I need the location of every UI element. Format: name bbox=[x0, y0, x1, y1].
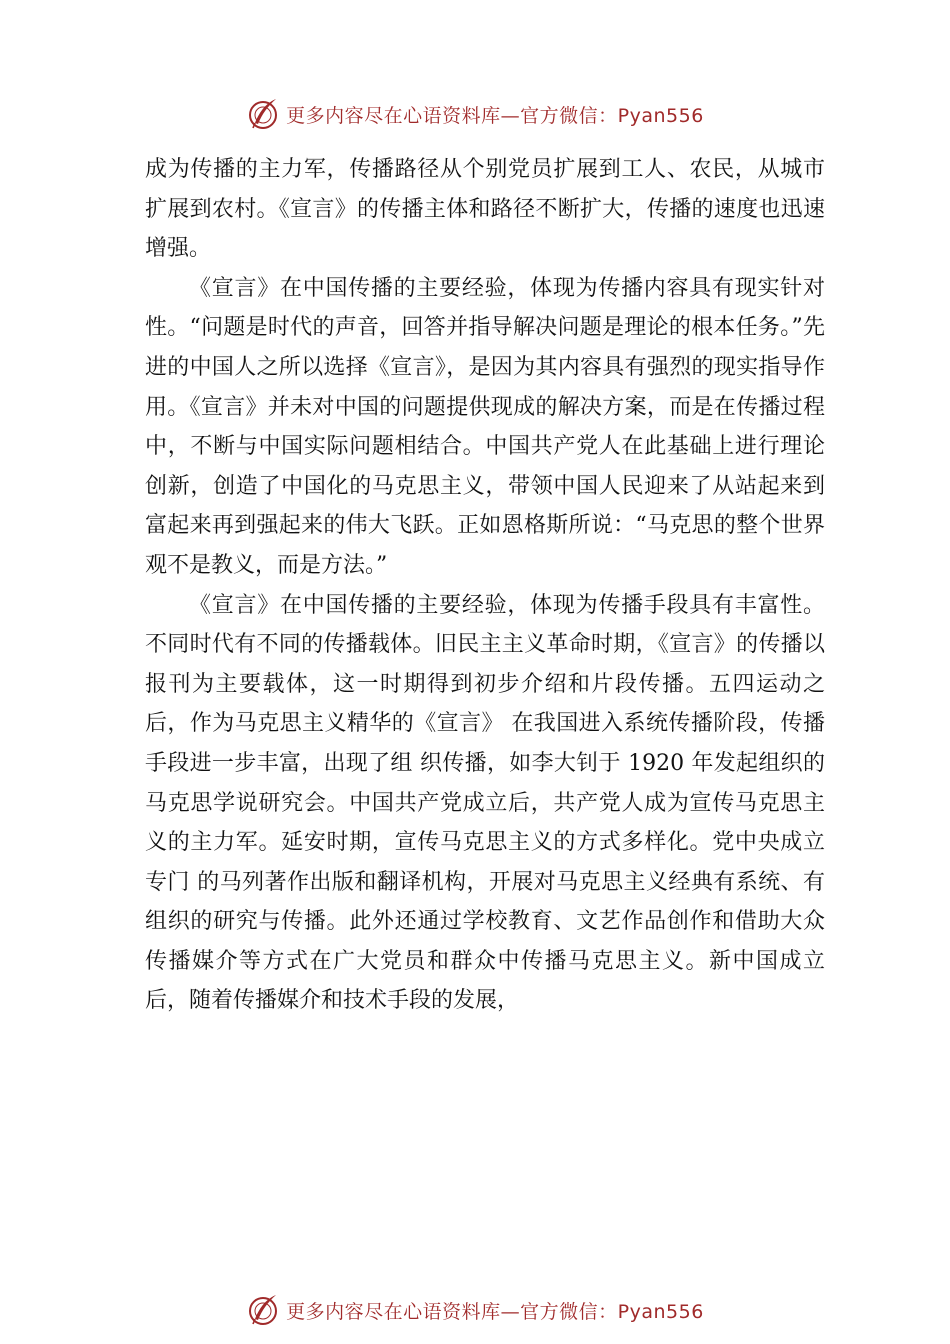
header-banner bbox=[0, 94, 950, 134]
banner-wechat-id: Pyan556 bbox=[617, 104, 704, 127]
banner-site-text: 更多内容尽在心语资料库—官方微信：Pyan556 bbox=[286, 104, 704, 127]
footer-banner bbox=[0, 1290, 950, 1330]
paragraph-2: 《宣言》在中国传播的主要经验，体现为传播内容具有现实针对性。“问题是时代的声音，回答并指导解决问题是理论的根本任务。”先进的中国人之所以选择《宣言》，是因为其内容具有强烈的现实指导作用。《宣言》并未对中国的问题提供现成的解决方案，而是在传播过程中，不断与中国实际问题相结合。中国共产党人在此基础上进行理论创新，创造了中国化的马克思主义，带领中国人民迎来了从站起来到富起来再到强起来的伟大飞跃。正如恩格斯所说：“马克思的整个世界观不是教义，而是方法。” bbox=[145, 275, 825, 578]
banner-site-text: 更多内容尽在心语资料库—官方微信：Pyan556 bbox=[286, 1300, 704, 1323]
paragraph-1: 成为传播的主力军，传播路径从个别党员扩展到工人、农民，从城市扩展到农村。《宣言》的传播主体和路径不断扩大，传播的速度也迅速增强。 bbox=[145, 157, 825, 262]
banner-wechat-id: Pyan556 bbox=[617, 1300, 704, 1323]
quill-logo-icon bbox=[246, 96, 282, 132]
paragraph-3: 《宣言》在中国传播的主要经验，体现为传播手段具有丰富性。不同时代有不同的传播载体。旧民主主义革命时期，《宣言》的传播以报刊为主要载体，这一时期得到初步介绍和片段传播。五四运动之后，作为马克思主义精华的《宣言》 在我国进入系统传播阶段，传播手段进一步丰富，出现了组 织传播，如李大钊于 1920 年发起组织的马克思学说研究会。中国共产党成立后，共产党人成为宣传马克思主义的主力军。延安时期，宣传马克思主义的方式多样化。党中央成立专门 的马列著作出版和翻译机构，开展对马克思主义经典有系统、有组织的研究与传播。此外还通过学校教育、文艺作品创作和借助大众传播媒介等方式在广大党员和群众中传播马克思主义。新中国成立后，随着传播媒介和技术手段的发展， bbox=[145, 592, 825, 1014]
document-body bbox=[145, 150, 825, 1021]
quill-logo-icon bbox=[246, 1292, 282, 1328]
